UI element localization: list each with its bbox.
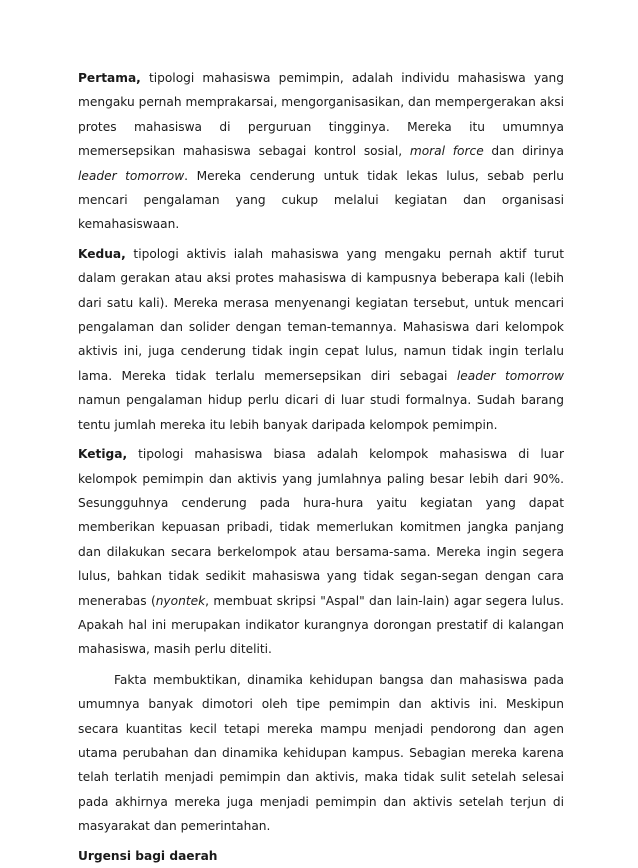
document-body bbox=[78, 66, 564, 868]
italic-term: moral force bbox=[409, 144, 484, 159]
paragraph-text: tipologi aktivis ialah mahasiswa yang mengaku pernah aktif turut dalam gerakan atau aksi protes mahasiswa di kampusnya beberapa kali (lebih dari satu kali). Mereka merasa menyenangi kegiatan tersebut, untuk mencari pengalaman dan solider dengan teman-temannya. Mahasiswa dari kelompok aktivis ini, juga cenderung tidak ingin cepat lulus, namun tidak ingin terlalu lama. Mereka tidak terlalu memersepsikan diri sebagai bbox=[78, 246, 564, 383]
paragraph-text: tipologi mahasiswa pemimpin, adalah individu mahasiswa yang mengaku pernah memprakarsai, mengorganisasikan, dan mempergerakan aksi protes mahasiswa di perguruan tingginya. Mereka itu umumnya memersepsikan mahasiswa sebagai kontrol sosial, bbox=[78, 71, 564, 159]
paragraph-text: . Mereka cenderung untuk tidak lekas lulus, sebab perlu mencari pengalaman yang cukup melalui kegiatan dan organisasi kemahasiswaan. bbox=[78, 168, 565, 232]
paragraph-text: , membuat skripsi "Aspal" dan lain-lain) agar segera lulus. Apakah hal ini merupakan indikator kurangnya dorongan prestatif di kalangan mahasiswa, masih perlu diteliti. bbox=[78, 593, 564, 657]
paragraph-lead: Kedua, bbox=[78, 246, 126, 261]
paragraph-kedua bbox=[78, 242, 564, 437]
italic-term: nyontek bbox=[155, 593, 206, 608]
paragraph-text: namun pengalaman hidup perlu dicari di luar studi formalnya. Sudah barang tentu jumlah mereka itu lebih banyak daripada kelompok pemimpin. bbox=[78, 393, 564, 432]
paragraph-pertama bbox=[78, 66, 564, 237]
paragraph-ketiga bbox=[78, 442, 564, 662]
paragraph-text: tipologi mahasiswa biasa adalah kelompok mahasiswa di luar kelompok pemimpin dan aktivis yang jumlahnya paling besar lebih dari 90%. Sesungguhnya cenderung pada hura-hura yaitu kegiatan yang dapat memberikan kepuasan pribadi, tidak memerlukan komitmen jangka panjang dan dilakukan secara berkelompok atau bersama-sama. Mereka ingin segera lulus, bahkan tidak sedikit mahasiswa yang tidak segan-segan dengan cara menerabas ( bbox=[78, 447, 564, 608]
paragraph-text: Fakta membuktikan, dinamika kehidupan bangsa dan mahasiswa pada umumnya banyak dimotori oleh tipe pemimpin dan aktivis ini. Meskipun secara kuantitas kecil tetapi mereka mampu menjadi pendorong dan agen utama perubahan dan dinamika kehidupan kampus. Sebagian mereka karena telah terlatih menjadi pemimpin dan aktivis, maka tidak sulit setelah selesai pada akhirnya mereka juga menjadi pemimpin dan aktivis setelah terjun di masyarakat dan pemerintahan. bbox=[78, 672, 564, 834]
paragraph-lead: Ketiga, bbox=[78, 447, 128, 462]
paragraph-lead: Pertama, bbox=[78, 71, 141, 85]
section-heading: Urgensi bagi daerah bbox=[78, 848, 218, 863]
paragraph-text: dan dirinya bbox=[483, 144, 564, 159]
italic-term: leader tomorrow bbox=[78, 168, 185, 183]
italic-term: leader tomorrow bbox=[456, 368, 565, 383]
paragraph-fakta bbox=[78, 668, 564, 839]
